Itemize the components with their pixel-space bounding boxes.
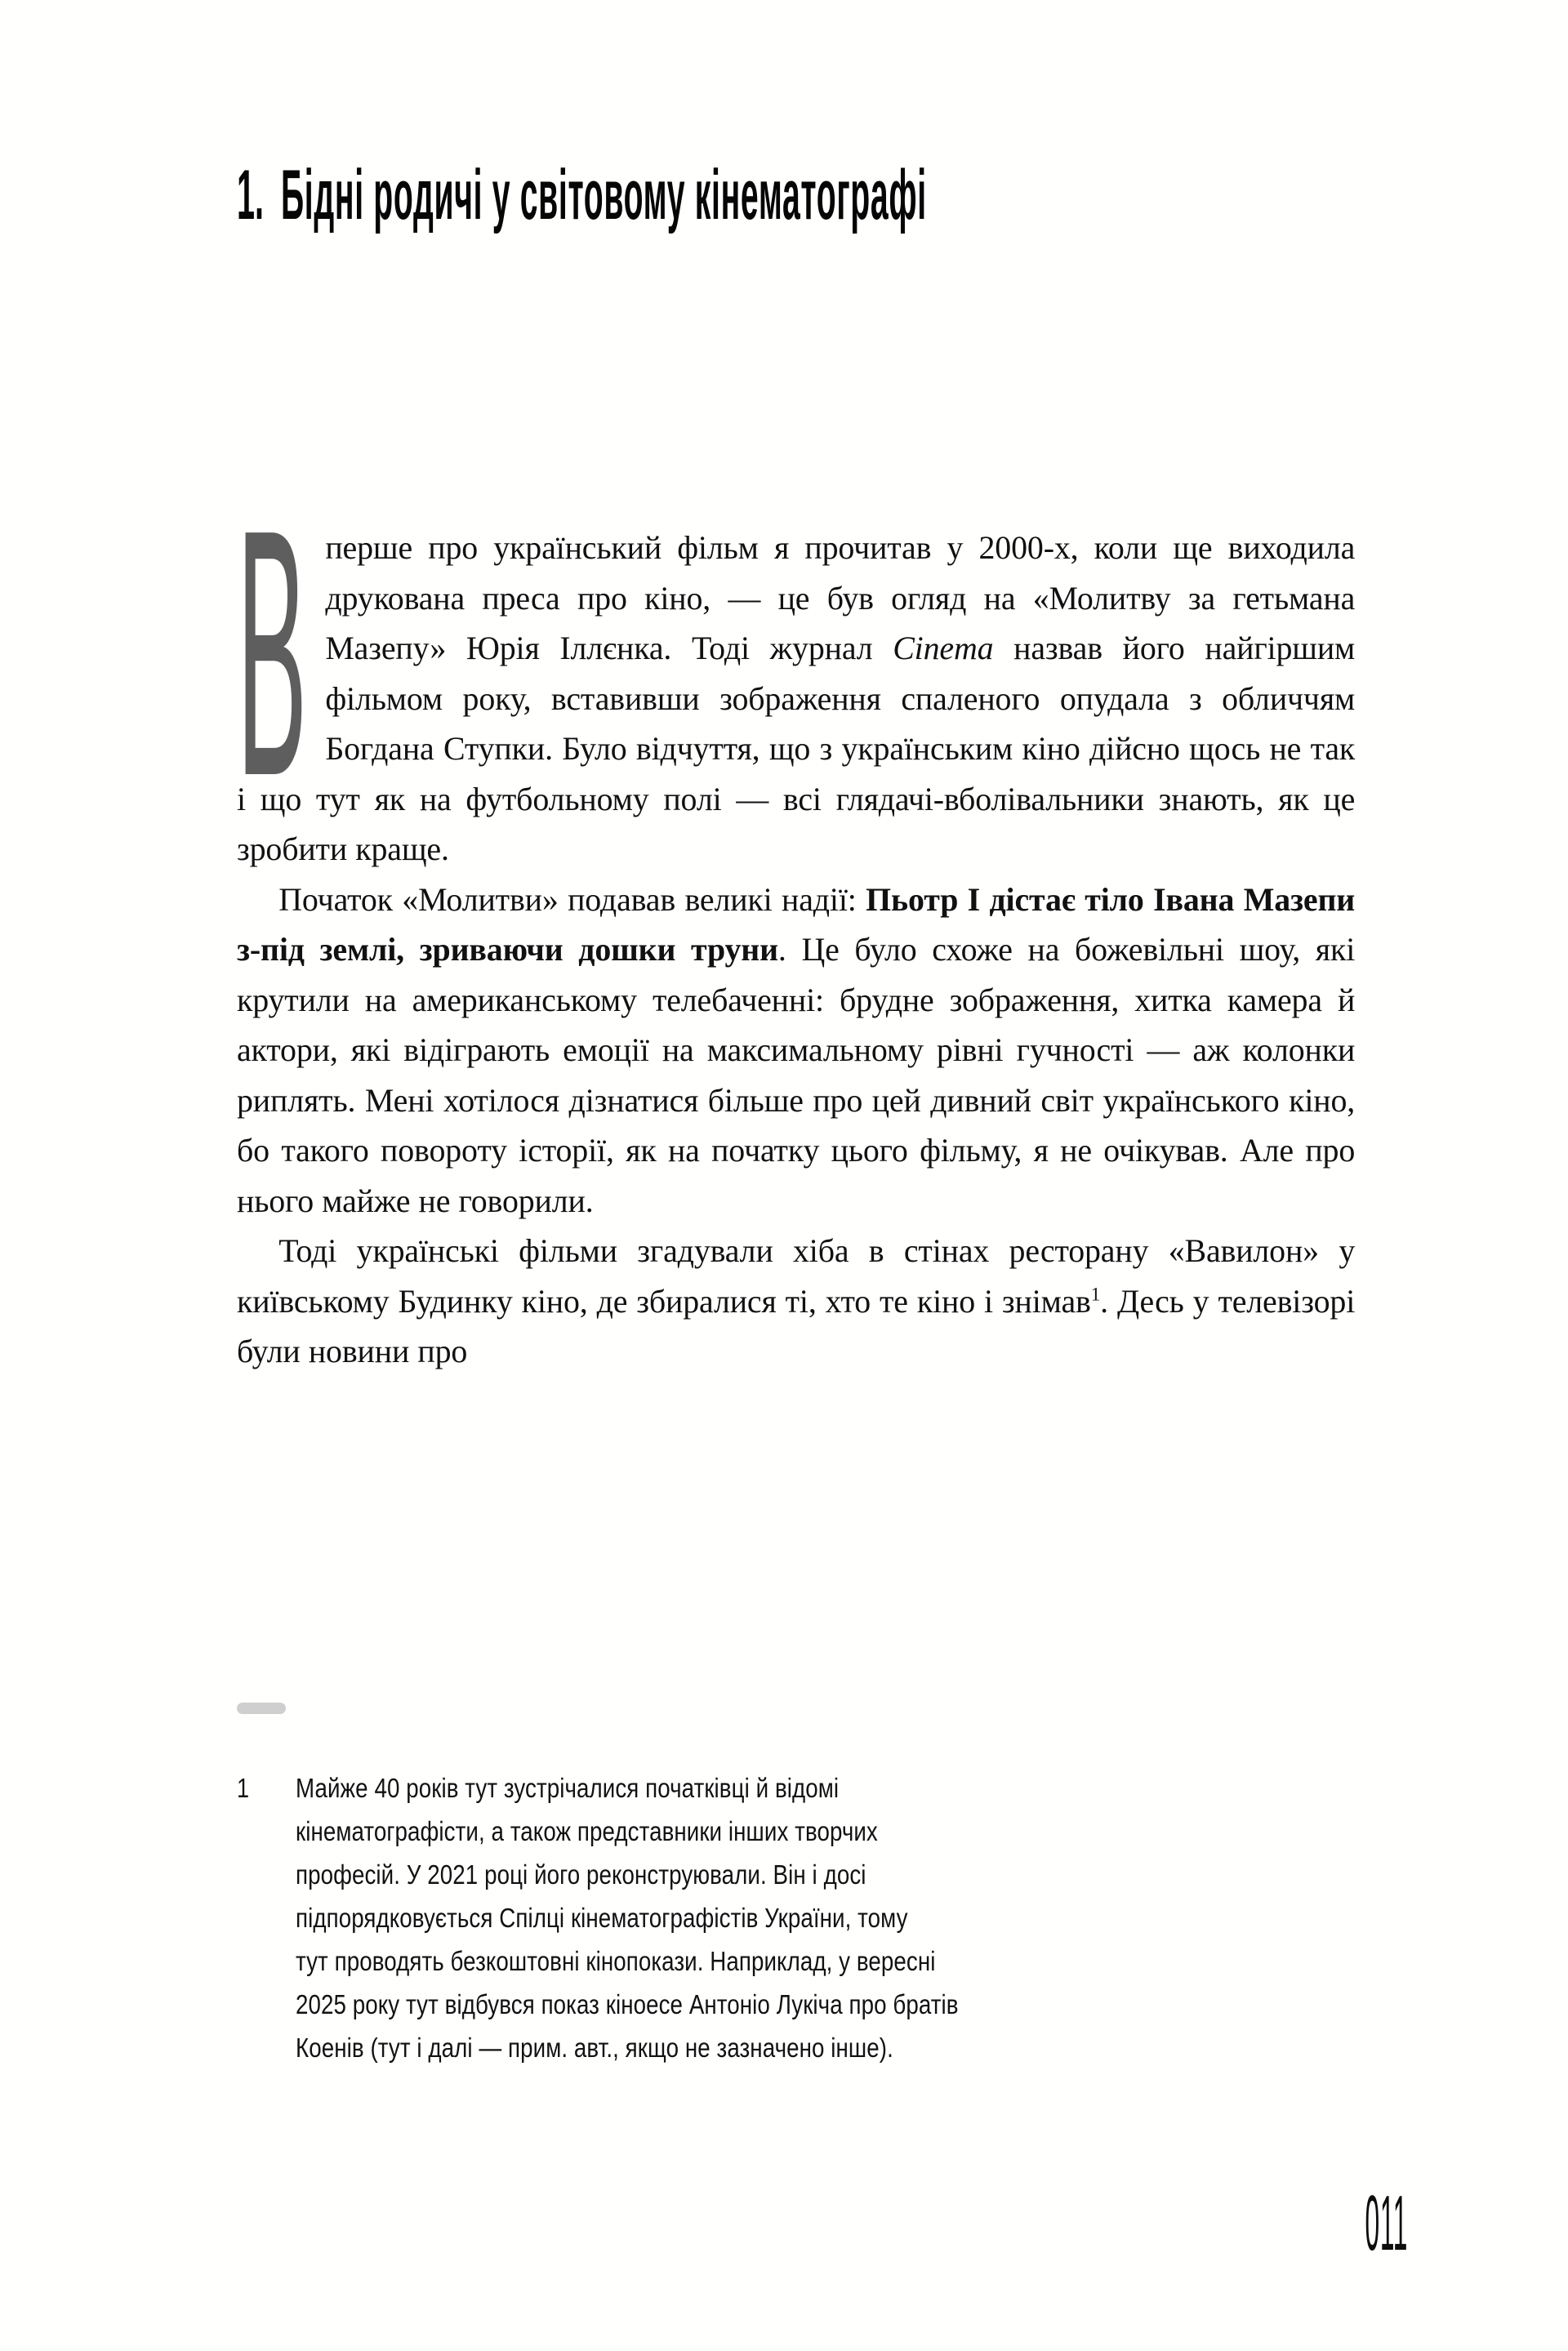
drop-cap-letter: В <box>237 457 308 849</box>
footnote-reference[interactable]: 1 <box>1090 1284 1101 1305</box>
paragraph-3: Тоді українські фільми згадували хіба в стінах ресторану «Вавилон» у київському Будинку кіно, де збиралися ті, хто те кіно і знімав$^1$. Десь у телевізорі були новини про <box>237 1232 1356 1369</box>
paragraph-1: перше про український фільм я прочитав у 2000-х, коли ще виходила друкована преса про кіно, — це був огляд на «Молитву за гетьмана Мазепу» Юрія Іллєнка. Тоді журнал Cinema назвав його найгіршим фільмом року, вставивши зображення спаленого опудала з обличчям Богдана Ступки. Було відчуття, що з українським кіно дійсно щось не так і що тут як на футбольному полі — всі глядачі-вболівальники знають, як це зробити краще. <box>237 523 1355 875</box>
footnote-text <box>296 1766 1002 2069</box>
paragraph-2: Початок «Молитви» подавав великі надії: Пьотр I дістає тіло Івана Мазепи з-під землі, зриваючи дошки труни. Це було схоже на божевільні шоу, які крутили на американському телебаченні: брудне зображення, хитка камера й актори, які відіграють емоції на максимальному рівні гучності — аж колонки риплять. Мені хотілося дізнатися більше про цей дивний світ українського кіно, бо такого повороту історії, як на початку цього фільму, я не очікував. Але про нього майже не говорили. <box>237 880 1356 1219</box>
footnote-line: 2025 року тут відбувся показ кіноесе Антоніо Лукіча про братів <box>296 1989 959 2019</box>
body-column <box>237 457 1372 1377</box>
footnote-separator <box>237 1703 286 1714</box>
footnote-row <box>237 1766 1315 2069</box>
footnote-marker: 1 <box>237 1773 250 1803</box>
bold-run: Пьотр I дістає тіло Івана Мазепи з-під землі, зриваючи дошки труни <box>237 880 1356 968</box>
footnote-line: професій. У 2021 році його реконструювали. Він і досі <box>296 1859 866 1890</box>
footnote-line: тут проводять безкоштовні кінопокази. Наприклад, у вересні <box>296 1946 936 1976</box>
chapter-heading <box>237 156 1380 234</box>
italic-run: Cinema <box>893 630 994 666</box>
footnote-block <box>237 1703 1315 2069</box>
dropcap-text-wrap <box>237 523 325 768</box>
page-number: 011 <box>1365 2180 1408 2267</box>
chapter-number: 1. <box>237 156 264 234</box>
footnote-line: кінематографісти, а також представники інших творчих <box>296 1816 878 1846</box>
footnote-line: Майже 40 років тут зустрічалися початківці й відомі <box>296 1773 840 1803</box>
chapter-title: Бідні родичі у світовому кінематографі <box>280 156 927 234</box>
footnote-line: Коенів (тут і далі — прим. авт., якщо не зазначено інше). <box>296 2033 893 2063</box>
footnote-line: підпорядковується Спілці кінематографістів України, тому <box>296 1903 908 1933</box>
